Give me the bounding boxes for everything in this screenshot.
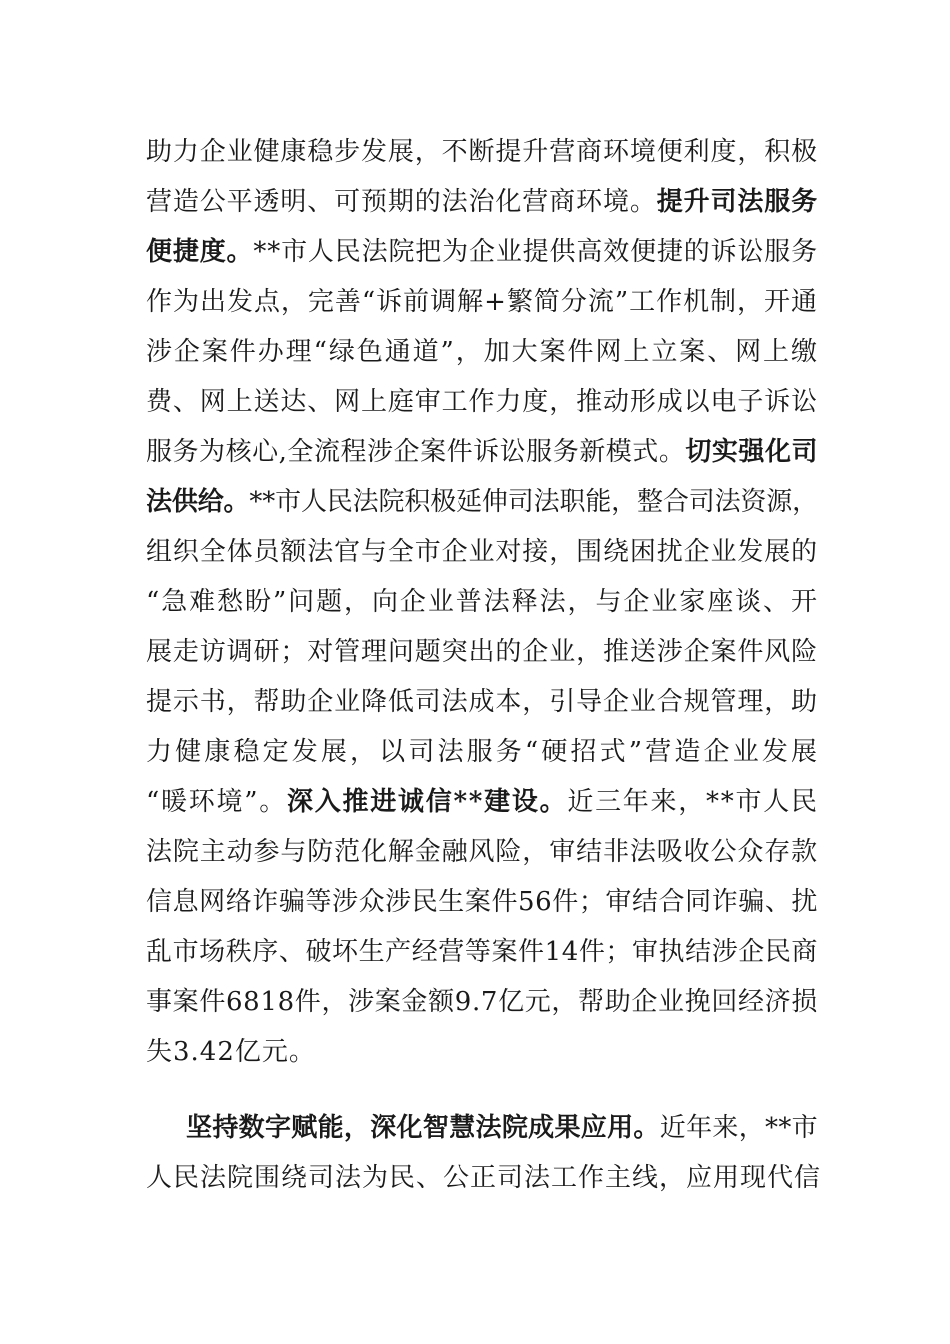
- text-line: [146, 1103, 818, 1153]
- text-line: [146, 427, 818, 477]
- text-line: [146, 877, 818, 927]
- paragraph-gap: [146, 1077, 818, 1103]
- text-segment: **市人民法院积极延伸司法职能，整合司法资源，: [249, 487, 818, 517]
- text-segment: 助力企业健康稳步发展，不断提升营商环境便利度，积极: [146, 137, 818, 167]
- text-segment: 法院主动参与防范化解金融风险，审结非法吸收公众存款: [146, 837, 818, 867]
- text-segment: **市人民法院把为企业提供高效便捷的诉讼服务: [253, 237, 818, 267]
- text-segment: 组织全体员额法官与全市企业对接，围绕困扰企业发展的: [146, 537, 818, 567]
- text-segment: “暖环境”。: [146, 787, 288, 817]
- bold-text-segment: 便捷度。: [146, 237, 254, 267]
- bold-text-segment: 深入推进诚信**建设。: [287, 787, 568, 817]
- bold-text-segment: 坚持数字赋能，深化智慧法院成果应用。: [186, 1113, 660, 1143]
- text-segment: 力健康稳定发展，以司法服务“硬招式”营造企业发展: [146, 737, 821, 767]
- text-line: [146, 827, 818, 877]
- text-segment: 人民法院围绕司法为民、公正司法工作主线，应用现代信: [146, 1163, 822, 1193]
- text-line: [146, 127, 818, 177]
- text-segment: 服务为核心,全流程涉企案件诉讼服务新模式。: [146, 437, 686, 467]
- bold-text-segment: 提升司法服务: [656, 187, 818, 217]
- text-line: [146, 777, 818, 827]
- text-line: [146, 377, 818, 427]
- text-segment: 事案件6818件，涉案金额9.7亿元，帮助企业挽回经济损: [146, 987, 818, 1017]
- text-line: [146, 927, 818, 977]
- text-segment: 信息网络诈骗等涉众涉民生案件56件；审结合同诈骗、扰: [146, 887, 818, 917]
- text-line: [146, 1027, 818, 1077]
- text-line: [146, 177, 818, 227]
- text-line: [146, 1153, 822, 1203]
- text-line: [146, 627, 818, 677]
- text-line: [146, 327, 818, 377]
- document-body: [146, 127, 822, 1203]
- text-line: [146, 527, 818, 577]
- bold-text-segment: 法供给。: [146, 487, 250, 517]
- text-segment: 展走访调研；对管理问题突出的企业，推送涉企案件风险: [146, 637, 818, 667]
- paragraph-1: [146, 127, 821, 1077]
- text-segment: 涉企案件办理“绿色通道”，加大案件网上立案、网上缴: [146, 337, 819, 367]
- text-line: [146, 227, 818, 277]
- text-line: [146, 277, 818, 327]
- text-segment: 提示书，帮助企业降低司法成本，引导企业合规管理，助: [146, 687, 818, 717]
- text-segment: “急难愁盼”问题，向企业普法释法，与企业家座谈、开: [146, 587, 819, 617]
- paragraph-2: [146, 1103, 822, 1203]
- text-line: [146, 577, 818, 627]
- text-segment: 乱市场秩序、破坏生产经营等案件14件；审执结涉企民商: [146, 937, 818, 967]
- text-segment: 营造公平透明、可预期的法治化营商环境。: [146, 187, 657, 217]
- text-line: [146, 477, 818, 527]
- text-segment: 近三年来，**市人民: [567, 787, 819, 817]
- text-line: [146, 727, 821, 777]
- text-segment: 作为出发点，完善“诉前调解+繁简分流”工作机制，开通: [146, 287, 818, 317]
- text-segment: 费、网上送达、网上庭审工作力度，推动形成以电子诉讼: [146, 387, 818, 417]
- text-line: [146, 977, 818, 1027]
- text-segment: 失3.42亿元。: [146, 1037, 316, 1067]
- text-line: [146, 677, 818, 727]
- bold-text-segment: 切实强化司: [685, 437, 818, 467]
- text-segment: 近年来，**市: [659, 1113, 818, 1143]
